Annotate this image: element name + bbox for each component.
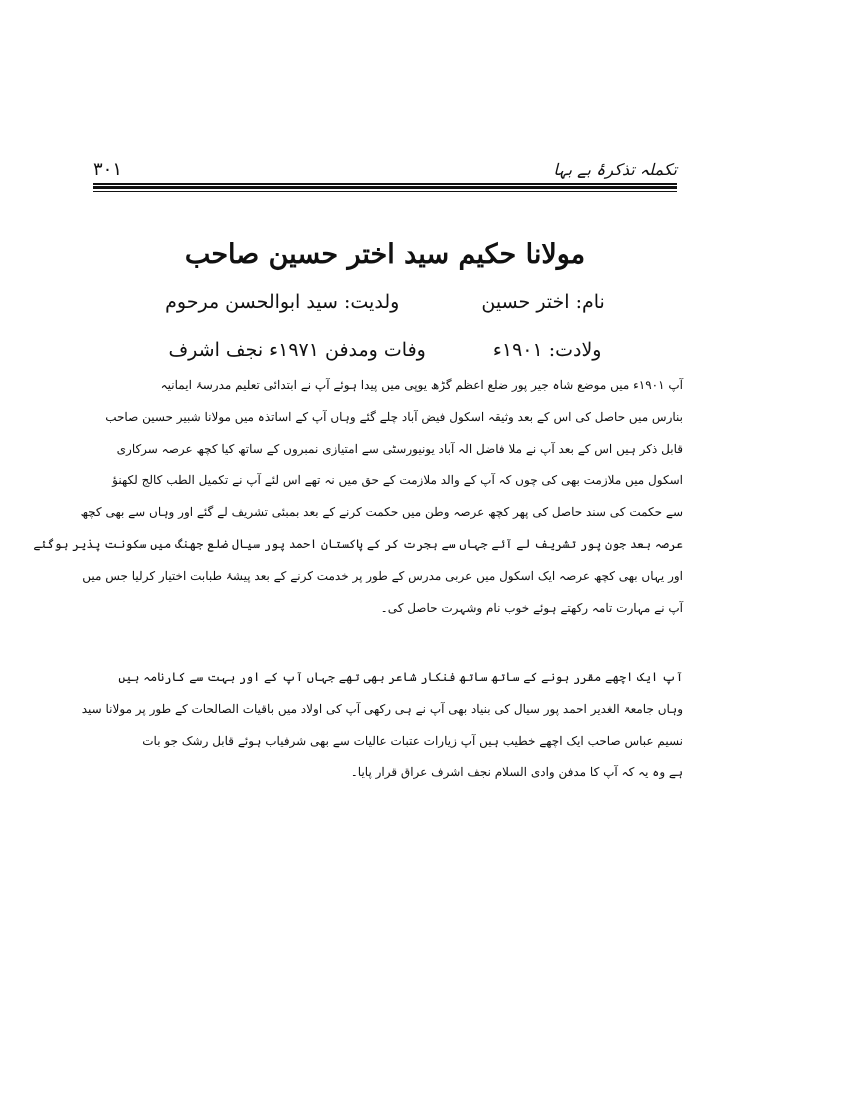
text-line: وہاں جامعۃ الغدیر احمد پور سیال کی بنیاد بھی آپ نے ہی رکھی آپ کی اولاد میں باقیات الصالحات کے طور پر مولانا سید <box>81 701 683 716</box>
biography-paragraph-1 <box>33 370 683 624</box>
text-line: اسکول میں ملازمت بھی کی چوں کہ آپ کے والد ملازمت کے حق میں نہ تھے اس لئے آپ نے تکمیل الطب کالج لکھنؤ <box>112 473 683 488</box>
biography-paragraph-2 <box>81 662 683 789</box>
running-title: تکملہ تذکرۂ بے بہا <box>553 160 677 179</box>
text-line: آپ ایک اچھے مقرر ہونے کے ساتھ ساتھ فنکار شاعر بھی تھے جہاں آپ کے اور بہت سے کارنامہ ہیں <box>118 670 683 684</box>
text-line: اور یہاں بھی کچھ عرصہ ایک اسکول میں عربی مدرس کے طور پر خدمت کرنے کے بعد پیشۂ طبابت اختیار کرلیا جس میں <box>82 568 683 583</box>
name-label: نام: اختر حسین <box>481 291 605 313</box>
header-rule <box>93 183 677 185</box>
text-line: آپ ۱۹۰۱ء میں موضع شاہ جیر پور ضلع اعظم گڑھ یوپی میں پیدا ہوئے آپ نے ابتدائی تعلیم مدرسۂ ایمانیہ <box>160 378 683 392</box>
header-rule <box>93 191 677 192</box>
birth-death-line <box>93 333 677 367</box>
name-line <box>93 285 677 319</box>
text-line: ہے وہ یہ کہ آپ کا مدفن وادی السلام نجف اشرف عراق قرار پایا۔ <box>350 765 683 780</box>
death-label: وفات ومدفن ۱۹۷۱ء نجف اشرف <box>168 339 426 361</box>
page-title: مولانا حکیم سید اختر حسین صاحب <box>184 239 586 270</box>
text-line: آپ نے مہارت تامہ رکھتے ہوئے خوب نام وشہرت حاصل کی۔ <box>380 600 683 615</box>
text-line: سے حکمت کی سند حاصل کی پھر کچھ عرصہ وطن میں حکمت کرنے کے بعد بمبئی تشریف لے گئے اور وہاں سے بھی کچھ <box>80 505 683 520</box>
birth-label: ولادت: ۱۹۰۱ء <box>492 339 602 361</box>
text-line: عرصہ بعد جون پور تشریف لے آئے جہاں سے ہجرت کر کے پاکستان احمد پور سیال ضلع جھنگ میں سکونت پذیر ہوگئے <box>33 536 683 551</box>
page-number: ۳۰۱ <box>93 159 123 180</box>
page-header <box>93 158 677 182</box>
parentage-label: ولدیت: سید ابوالحسن مرحوم <box>165 291 400 313</box>
header-rule <box>93 186 677 189</box>
text-line: قابل ذکر ہیں اس کے بعد آپ نے ملا فاضل الہ آباد یونیورسٹی سے امتیازی نمبروں کے ساتھ کیا کچھ عرصہ سرکاری <box>116 441 683 456</box>
text-line: نسیم عباس صاحب ایک اچھے خطیب ہیں آپ زیارات عتبات عالیات سے بھی شرفیاب ہوئے قابل رشک جو بات <box>142 733 683 748</box>
text-line: بنارس میں حاصل کی اس کے بعد وثیقہ اسکول فیض آباد چلے گئے وہاں آپ کے اساتذہ میں مولانا شبیر حسین صاحب <box>105 409 683 424</box>
